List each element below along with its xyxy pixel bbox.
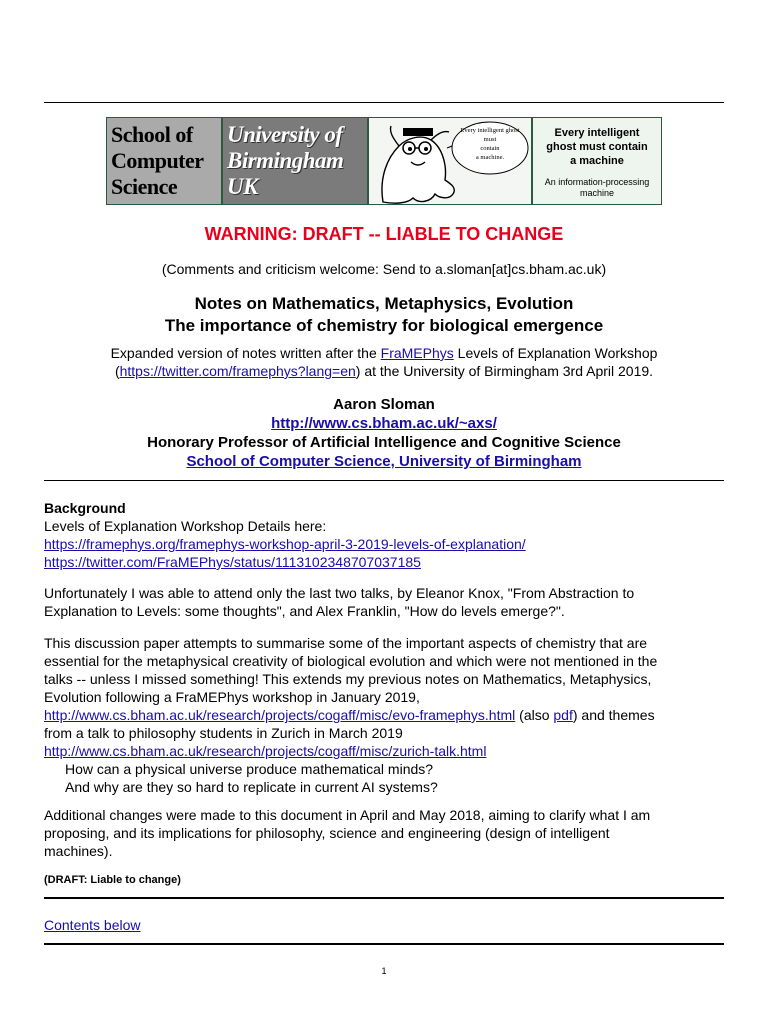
school-logo-panel[interactable] [106,117,222,205]
top-rule [44,102,724,103]
ghost-bubble-line-3: contain [480,145,500,152]
ghost-icon [369,118,531,204]
title-line-1: Notes on Mathematics, Metaphysics, Evolution [194,294,574,313]
affiliation-link[interactable]: School of Computer Science, University of Birmingham [186,453,582,470]
expanded-note: Expanded version of notes written after the FraMEPhys Levels of Explanation Workshop (https://twitter.com/framephys?lang=en) at the University of Birmingham 3rd April 2019. [110,345,658,379]
contents-row [44,916,734,934]
pdf-link[interactable]: pdf [553,707,573,723]
draft-warning: WARNING: DRAFT -- LIABLE TO CHANGE [204,224,564,244]
page-title [44,293,724,337]
ghost-bubble-line-1: Every intelligent ghost [460,127,520,134]
comments-note: (Comments and criticism welcome: Send to a.sloman[at]cs.bham.ac.uk) [161,261,607,277]
section-rule-3 [44,943,724,945]
ghost-bubble-line-2: must [483,136,497,143]
university-logo-text: University of Birmingham UK [227,122,344,199]
author-homepage-link[interactable]: http://www.cs.bham.ac.uk/~axs/ [271,415,497,432]
paragraph-discussion: This discussion paper attempts to summarise some of the important aspects of chemistry that are essential for the metaphysical creativity of biological evolution and which were not mentioned in the talks -- unless I missed something! This extends my previous notes on Mathematics, Metaphysics, Evolution following a FraMEPhys workshop in January 2019, http://www.cs.bham.ac.uk/research/projects/cogaff/misc/evo-framephys.html (also pdf) and themes from a talk to philosophy students in Zurich in March 2019 http://www.cs.bham.ac.uk/research/projects/cogaff/misc/zurich-talk.html How can a physical universe produce mathematical minds? And why are they so hard to replicate in current AI systems? [44,634,734,796]
motto-main: Every intelligent ghost must contain a machine [546,127,648,167]
question-2: And why are they so hard to replicate in current AI systems? [65,779,438,795]
background-section [44,499,734,571]
framephys-twitter-link[interactable]: https://twitter.com/framephys?lang=en [119,363,356,379]
background-intro: Levels of Explanation Workshop Details here: [44,518,327,534]
title-line-2: The importance of chemistry for biological emergence [164,316,604,335]
header-banner [106,117,662,205]
framephys-link[interactable]: FraMEPhys [380,345,454,361]
workshop-link[interactable]: https://framephys.org/framephys-workshop-april-3-2019-levels-of-explanation/ [44,536,526,552]
background-heading: Background [44,500,126,516]
ghost-cartoon-panel[interactable] [368,117,532,205]
zurich-talk-link[interactable]: http://www.cs.bham.ac.uk/research/projects/cogaff/misc/zurich-talk.html [44,743,487,759]
paragraph-changes: Additional changes were made to this document in April and May 2018, aiming to clarify what I am proposing, and its implications for philosophy, science and engineering (design of intelligent machines). [44,807,651,859]
university-logo-panel[interactable] [222,117,368,205]
draft-note: (DRAFT: Liable to change) [44,874,181,886]
author-block [44,395,724,471]
motto-sub: An information-processing machine [544,177,650,198]
contents-link[interactable]: Contents below [44,917,141,933]
question-1: How can a physical universe produce mathematical minds? [65,761,434,777]
motto-panel[interactable] [532,117,662,205]
framephys-status-link[interactable]: https://twitter.com/FraMEPhys/status/1113102348707037185 [44,554,421,570]
author-role: Honorary Professor of Artificial Intelligence and Cognitive Science [147,434,621,451]
school-logo-text: School of Computer Science [111,122,204,199]
evo-framephys-link[interactable]: http://www.cs.bham.ac.uk/research/projects/cogaff/misc/evo-framephys.html [44,707,516,723]
section-rule-1 [44,480,724,481]
ghost-bubble-line-4: a machine. [475,154,505,161]
paragraph-talks: Unfortunately I was able to attend only the last two talks, by Eleanor Knox, "From Abstraction to Explanation to Levels: some thoughts", and Alex Franklin, "How do levels emerge?". [44,585,635,619]
section-rule-2 [44,897,724,899]
author-name: Aaron Sloman [333,396,435,413]
page-number: 1 [381,966,387,976]
